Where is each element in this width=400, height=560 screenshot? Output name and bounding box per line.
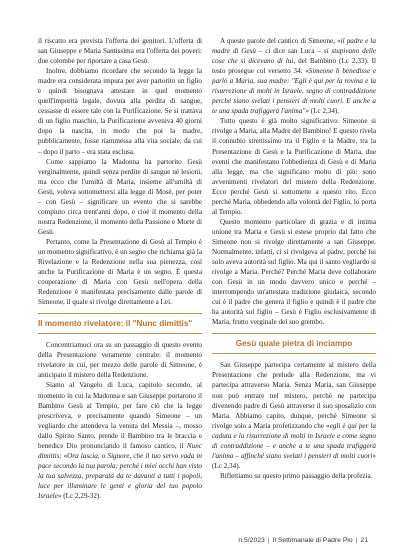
issue-number: n.5/2023: [238, 537, 265, 544]
paragraph: il riscatto era prevista l'offerta dei genitori. L'offerta di san Giuseppe e Maria Santissima era l'offerta dei poveri: due colombe per riportare a casa Gesù.: [38, 37, 202, 66]
right-column: [212, 36, 376, 481]
scripture-quote: Ora lascia, o Signore, che il tuo servo vada in pace secondo la tua parola; perché i miei occhi han visto la tua salvezza, preparata da te davanti a tutti i popoli, luce per illuminare le genti e gloria del tuo popolo Israele: [38, 451, 202, 500]
paragraph: Riflettiamo su questo primo passaggio della profezia.: [220, 471, 373, 480]
magazine-title: Il Settimanale di Padre Pio: [272, 537, 353, 544]
scripture-reference: » (Lc 2,29-32).: [57, 491, 102, 500]
page-footer: [238, 537, 368, 544]
paragraph: [212, 360, 376, 471]
scripture-quote: si stupivano delle cose che si dicevano di lui: [212, 47, 376, 66]
paragraph-text: : «: [59, 451, 68, 460]
scripture-quote: Simeone li benedisse e parlò a Maria, sua madre: "Egli è qui per la rovina e la risurrezione di molti in Israele, segno di contraddizione perché siano svelati i pensieri di molti cuori. E anche a te una spada trafiggerà l'anima": [212, 67, 376, 116]
left-column: [38, 36, 202, 501]
paragraph: Pertanto, come la Presentazione di Gesù al Tempio è un momento significativo, è un segno che richiama già la Rivelazione e la Redenzione nella sua pienezza, così anche la Purificazione di Maria è un segno. È questa cooperazione di Maria con Gesù nell'opera della Redenzione è manifestata precisamente dalle parole di Simeone, il quale si rivolge direttamente a Lei.: [38, 237, 202, 307]
paragraph: Tutto questo è già molto significativo: Simeone si rivolge a Maria, alla Madre del Bambino! E questo rivela il connubio strettissimo tra il Figlio e la Madre, tra la Presentazione di Gesù e la Purificazione di Maria, due eventi che manifestano l'obbedienza di Gesù e di Maria alla legge, ma che significano molto di più: sono avvenimenti rivelatori del mistero della Redenzione. Ecco perché Gesù si sottomette a questo rito. Ecco perché Maria, obbedendo alla volontà del Figlio, lo porta al Tempio.: [212, 117, 376, 216]
paragraph-text: San Giuseppe partecipa certamente al mistero della Presentazione che prelude alla Redenzione, ma vi partecipa attraverso Maria. Senza Maria, san Giuseppe non può entrare nel mistero, perché ne partecipa divenendo padre di Gesù attraverso il suo sposalizio con Maria. Abbiamo capito, dunque, perché Simeone si rivolge solo a Maria profetizzando che «: [212, 361, 376, 430]
page-number: 21: [360, 537, 368, 544]
paragraph-text: , del Bambino (Lc 2,33). Il testo prosegue col versetto 34: «: [212, 57, 377, 76]
scripture-quote: il padre e la madre di Gesù: [212, 37, 376, 56]
paragraph-text: A queste parole del cantico di Simeone, «: [220, 37, 341, 45]
paragraph: [38, 380, 202, 501]
paragraph: Questo momento particolare di grazia e di intima unione tra Maria e Gesù si estese proprio dal fatto che Simeone non si rivolge direttamente a san Giuseppe. Normalmente, infatti, ci si rivolgeva al padre, perché lui solo aveva autorità sul figlio. Ma qui il santo vegliardo si rivolge a Maria. Perché? Perché Maria deve collaborare con Gesù in un modo davvero unico e perché – interrompendo un'attestata tradizione giudaica, secondo cui è il padre che genera il figlio e quindi è il padre che ha autorità sul figlio – Gesù è Figlio esclusivamente di Maria, frutto verginale del suo grembo.: [212, 217, 376, 327]
scripture-reference: » (Lc 2,34).: [305, 107, 340, 116]
footer-separator: |: [267, 537, 270, 544]
paragraph: Concentriamoci ora su un passaggio di questo evento della Presentazione veramente centrale: il momento rivelatore in cui, per mezzo delle parole di Simeone, è anticipato il mistero della Redenzione.: [38, 341, 202, 380]
paragraph-text: – ci dice san Luca –: [255, 47, 324, 56]
section-heading: Gesù quale pietra di inciampo: [212, 333, 376, 354]
paragraph: Inoltre, dobbiamo ricordare che secondo la legge la madre era considerata impura per aver partorito un figlio e quindi bisognava attestare in quel momento quell'impurità legale, dovuta alla perdita di sangue, cessasse di essere tale con la Purificazione. Se si trattava di un figlio maschio, la Purificazione avveniva 40 giorni dopo la nascita, in modo che poi la madre, pubblicamente, fosse riammessa alla vita sociale, da cui – dopo il parto – era stata esclusa.: [38, 67, 202, 156]
canticle-title: Nunc dimittis: [38, 441, 202, 460]
paragraph: Come sappiamo la Madonna ha partorito Gesù verginalmente, quindi senza perdite di sangue né lesioni, ma ecco che l'umiltà di Maria, insieme all'umiltà di Gesù, voleva sottomettersi alla legge di Mosè, per poter – con Gesù – significare un evento che si sarebbe compiuto circa trent'anni dopo, e cioè il momento della nostra Redenzione, il momento della Passione e Morte di Gesù.: [38, 157, 202, 236]
paragraph: [212, 36, 376, 116]
footer-separator: |: [355, 537, 358, 544]
scripture-quote: egli è qui per la caduta e la risurrezione di molti in Israele e come segno di contraddizione – e anche a te una spada trafiggerà l'anima – affinché siano svelati i pensieri di molti cuori: [212, 421, 377, 460]
paragraph-text: Siamo al Vangelo di Luca, capitolo secondo, al momento in cui la Madonna e san Giuseppe portarono il Bambino Gesù al Tempio, per fare ciò che la legge prescriveva, e precisamente quando Simeone – un vegliardo che attendeva la venuta del Messia –, mosso dallo Spirito Santo, prende il Bambino tra le braccia e benedice Dio pronunciando il famoso cantico, il: [38, 381, 202, 450]
scripture-reference: » (Lc 2,34).: [212, 451, 376, 470]
section-heading: Il momento rivelatore: il "Nunc dimittis": [38, 313, 202, 334]
